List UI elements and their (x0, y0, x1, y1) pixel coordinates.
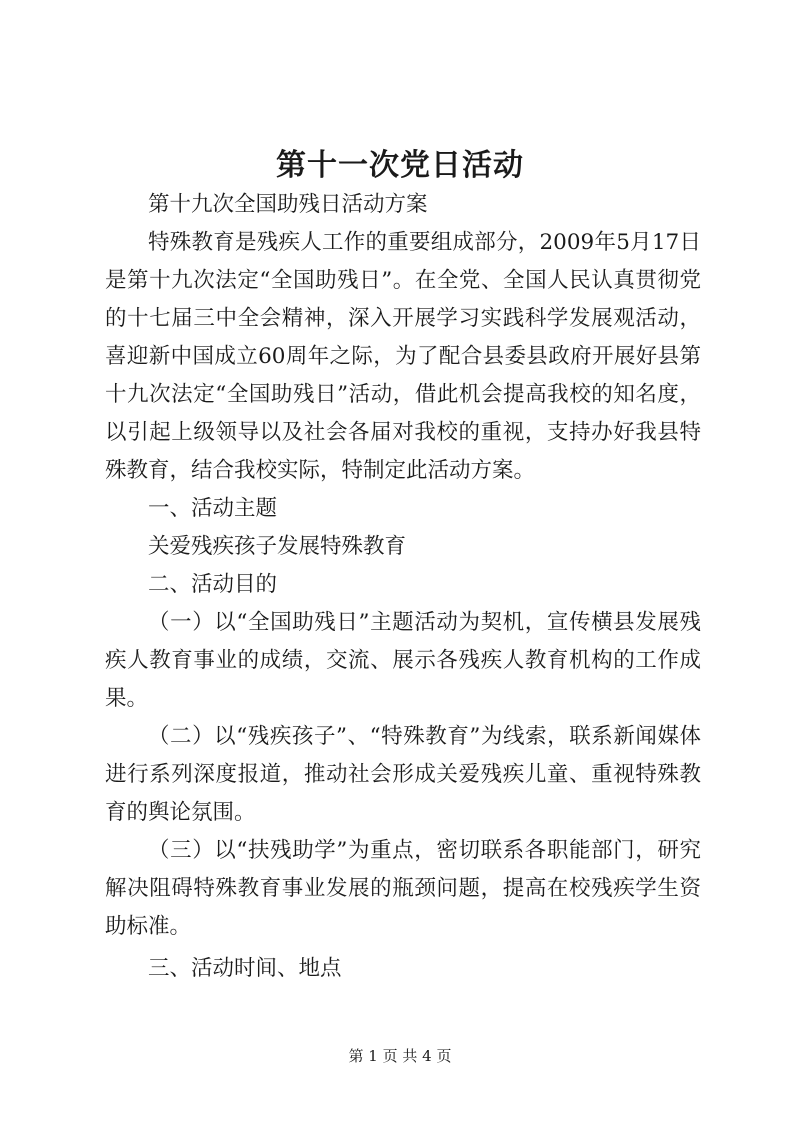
theme-paragraph: 关爱残疾孩子发展特殊教育 (148, 534, 407, 559)
purpose-item-3: （三）以“扶残助学”为重点，密切联系各职能部门，研究解决阻碍特殊教育事业发展的瓶颈问题，提高在校残疾学生资助标准。 (105, 838, 701, 939)
page-indicator: 第 1 页 共 4 页 (348, 1047, 452, 1065)
document-body (105, 186, 701, 988)
section-heading-theme: 一、活动主题 (148, 496, 278, 521)
purpose-item-1: （一）以“全国助残日”主题活动为契机，宣传横县发展残疾人教育事业的成绩，交流、展示各残疾人教育机构的工作成果。 (105, 610, 701, 711)
subtitle-paragraph: 第十九次全国助残日活动方案 (148, 192, 428, 217)
purpose-item-2: （二）以“残疾孩子”、“特殊教育”为线索，联系新闻媒体进行系列深度报道，推动社会形成关爱残疾儿童、重视特殊教育的舆论氛围。 (105, 724, 701, 825)
section-heading-time-place: 三、活动时间、地点 (148, 956, 342, 981)
document-title: 第十一次党日活动 (276, 148, 524, 183)
intro-paragraph: 特殊教育是残疾人工作的重要组成部分，2009年5月17日是第十九次法定“全国助残日”。在全党、全国人民认真贯彻党的十七届三中全会精神，深入开展学习实践科学发展观活动，喜迎新中国成立60周年之际，为了配合县委县政府开展好县第十九次法定“全国助残日”活动，借此机会提高我校的知名度，以引起上级领导以及社会各届对我校的重视，支持办好我县特殊教育，结合我校实际，特制定此活动方案。 (105, 230, 701, 483)
section-heading-purpose: 二、活动目的 (148, 572, 278, 597)
